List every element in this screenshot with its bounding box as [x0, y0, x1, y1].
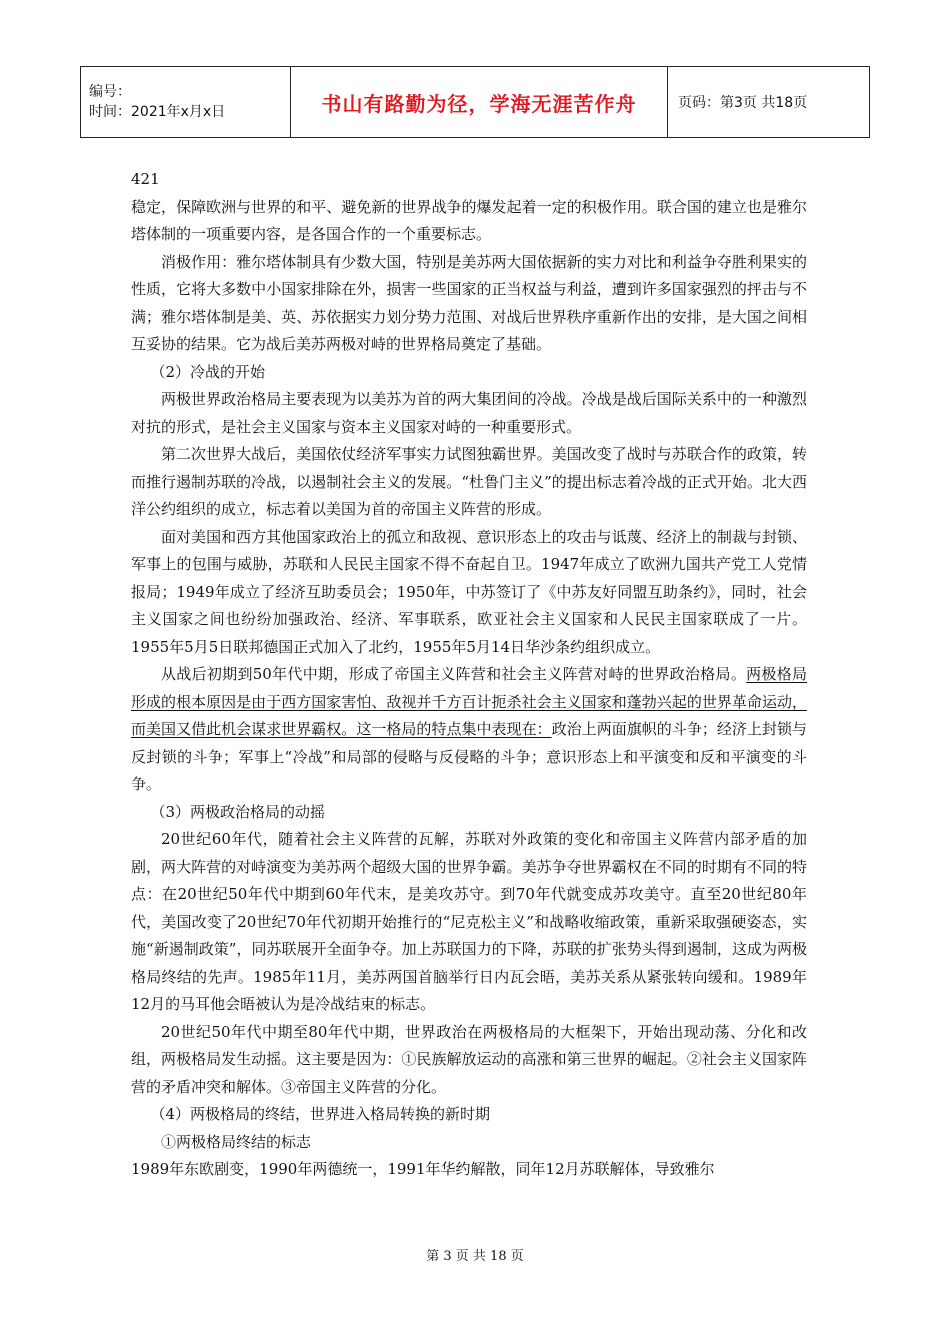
paragraph: 第二次世界大战后，美国依仗经济军事实力试图独霸世界。美国改变了战时与苏联合作的政策，转而推行遏制苏联的冷战，以遏制社会主义的发展。“杜鲁门主义”的提出标志着冷战的正式开始。北大西洋公约组织的成立，标志着以美国为首的帝国主义阵营的形成。 — [131, 445, 807, 518]
document-body — [131, 166, 807, 1184]
page-number-text: 421 — [131, 170, 160, 188]
underlined-text: 两极格局形成的根本原因是由于西方国家害怕、敌视并千方百计扼杀社会主义国家和蓬勃兴起的世界革命运动，而美国又借此机会谋求世界霸权。这一格局的特点集中表现在： — [131, 665, 807, 738]
header-page-info: 页码：第3页 共18页 — [668, 67, 870, 138]
paragraph — [131, 661, 807, 799]
document-date-label: 时间：2021年x月x日 — [89, 104, 226, 120]
paragraph: 1989年东欧剧变，1990年两德统一，1991年华约解散，同年12月苏联解体，导致雅尔 — [131, 1160, 715, 1178]
header-meta-cell — [81, 67, 291, 138]
subsection-heading: ①两极格局终结的标志 — [161, 1132, 312, 1151]
paragraph: 20世纪60年代，随着社会主义阵营的瓦解，苏联对外政策的变化和帝国主义阵营内部矛盾的加剧，两大阵营的对峙演变为美苏两个超级大国的世界争霸。美苏争夺世界霸权在不同的时期有不同的特点：在20世纪50年代中期到60年代末，是美攻苏守。到70年代就变成苏攻美守。直至20世纪80年代，美国改变了20世纪70年代初期开始推行的“尼克松主义”和战略收缩政策，重新采取强硬姿态，实施“新遏制政策”，同苏联展开全面争夺。加上苏联国力的下降，苏联的扩张势头得到遏制，这成为两极格局终结的先声。1985年11月，美苏两国首脑举行日内瓦会晤，美苏关系从紧张转向缓和。1989年12月的马耳他会晤被认为是冷战结束的标志。 — [131, 830, 807, 1013]
paragraph-text: 从战后初期到50年代中期，形成了帝国主义阵营和社会主义阵营对峙的世界政治格局。 — [161, 665, 747, 683]
section-heading: （4）两极格局的终结，世界进入格局转换的新时期 — [150, 1105, 491, 1123]
paragraph: 面对美国和西方其他国家政治上的孤立和敌视、意识形态上的攻击与诋蔑、经济上的制裁与封锁、军事上的包围与威胁，苏联和人民民主国家不得不奋起自卫。1947年成立了欧洲九国共产党工人党情报局；1949年成立了经济互助委员会；1950年，中苏签订了《中苏友好同盟互助条约》，同时，社会主义国家之间也纷纷加强政治、经济、军事联系，欧亚社会主义国家和人民民主国家联成了一片。1955年5月5日联邦德国正式加入了北约，1955年5月14日华沙条约组织成立。 — [131, 527, 807, 656]
paragraph: 20世纪50年代中期至80年代中期，世界政治在两极格局的大框架下，开始出现动荡、分化和改组，两极格局发生动摇。这主要是因为：①民族解放运动的高涨和第三世界的崛起。②社会主义国家阵营的矛盾冲突和解体。③帝国主义阵营的分化。 — [131, 1022, 807, 1096]
section-heading: （3）两极政治格局的动摇 — [150, 802, 326, 821]
document-number-label: 编号： — [89, 84, 131, 100]
paragraph: 消极作用：雅尔塔体制具有少数大国，特别是美苏两大国依据新的实力对比和利益争夺胜利果实的性质，它将大多数中小国家排除在外，损害一些国家的正当权益与利益，遭到许多国家强烈的抨击与不满；雅尔塔体制是美、英、苏依据实力划分势力范围、对战后世界秩序重新作出的安排，是大国之间相互妥协的结果。它为战后美苏两极对峙的世界格局奠定了基础。 — [131, 252, 807, 353]
paragraph: 两极世界政治格局主要表现为以美苏为首的两大集团间的冷战。冷战是战后国际关系中的一种激烈对抗的形式，是社会主义国家与资本主义国家对峙的一种重要形式。 — [131, 390, 807, 436]
paragraph-text: 政治上两面旗帜的斗争；经济上封锁与反封锁的斗争；军事上“冷战”和局部的侵略与反侵略的斗争；意识形态上和平演变和反和平演变的斗争。 — [131, 720, 807, 793]
header-motto: 书山有路勤为径，学海无涯苦作舟 — [291, 67, 668, 138]
page-footer: 第 3 页 共 18 页 — [426, 1249, 524, 1264]
header-table — [80, 66, 870, 138]
paragraph: 稳定，保障欧洲与世界的和平、避免新的世界战争的爆发起着一定的积极作用。联合国的建立也是雅尔塔体制的一项重要内容，是各国合作的一个重要标志。 — [131, 197, 807, 243]
section-heading: （2）冷战的开始 — [150, 362, 266, 381]
